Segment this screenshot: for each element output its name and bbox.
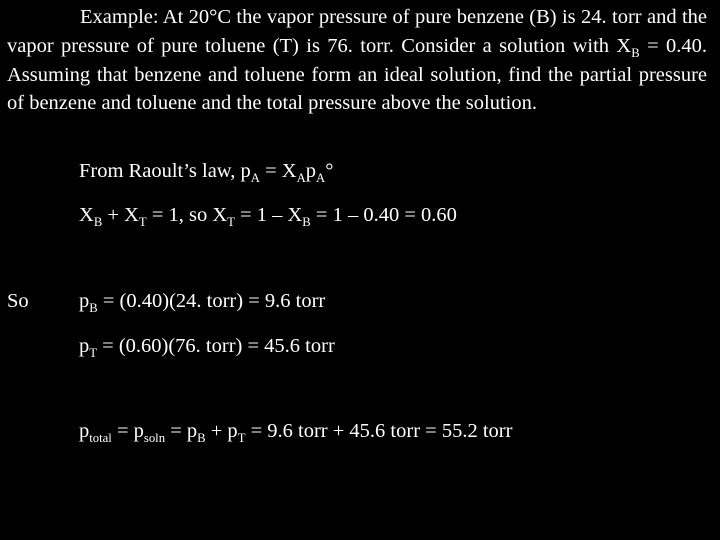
- equation-text: = 1, so X: [146, 204, 228, 226]
- subscript: A: [316, 170, 326, 185]
- subscript: T: [89, 345, 98, 360]
- subscript: T: [227, 214, 235, 229]
- subscript: A: [296, 170, 306, 185]
- equation-text: p: [305, 160, 317, 182]
- equation-text: = X: [259, 160, 297, 182]
- so-label: So: [7, 290, 29, 312]
- problem-text-part: = 0.40. Assuming that benzene and toluene form an ideal solution, find the partial pressure of benzene and toluene and the total pressure above the solution.: [7, 34, 707, 115]
- problem-statement: [7, 3, 707, 118]
- subscript: B: [89, 300, 98, 315]
- problem-text-part: Example: At 20°C the vapor pressure of pure benzene (B) is 24. torr and the vapor pressure of pure toluene (T) is 76. torr. Consider a solution with X: [7, 6, 707, 57]
- subscript: soln: [143, 430, 166, 445]
- equation-text: = p: [165, 420, 198, 442]
- equation-text: = 1 – 0.40 = 0.60: [310, 204, 457, 226]
- equation-text: = 1 – X: [234, 204, 303, 226]
- equation-text: + X: [102, 204, 139, 226]
- equation-text: = p: [111, 420, 144, 442]
- benzene-pressure-equation: [79, 288, 325, 314]
- subscript: T: [237, 430, 246, 445]
- equation-text: p: [79, 420, 90, 442]
- subscript: T: [138, 214, 147, 229]
- toluene-pressure-equation: [79, 333, 335, 359]
- subscript: B: [197, 430, 206, 445]
- equation-text: °: [325, 160, 334, 182]
- raoults-law-equation: [79, 158, 333, 184]
- total-pressure-equation: [79, 418, 512, 444]
- equation-text: p: [79, 335, 90, 357]
- equation-text: + p: [205, 420, 238, 442]
- equation-text: X: [79, 204, 94, 226]
- equation-text: p: [79, 290, 90, 312]
- equation-text: = (0.60)(76. torr) = 45.6 torr: [97, 335, 335, 357]
- equation-text: = 9.6 torr + 45.6 torr = 55.2 torr: [245, 420, 513, 442]
- equation-text: From Raoult’s law, p: [79, 160, 251, 182]
- subscript: B: [631, 45, 640, 60]
- equation-text: = (0.40)(24. torr) = 9.6 torr: [97, 290, 326, 312]
- subscript: total: [89, 430, 112, 445]
- mole-fraction-equation: [79, 202, 457, 228]
- subscript: B: [302, 214, 311, 229]
- subscript: B: [93, 214, 103, 229]
- subscript: A: [250, 170, 260, 185]
